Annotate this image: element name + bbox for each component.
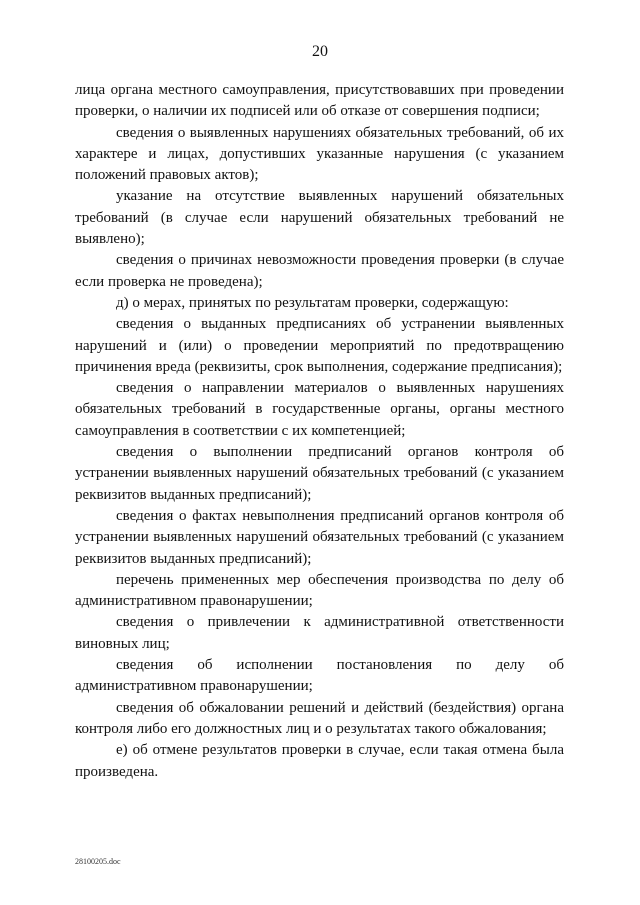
paragraph-7: сведения о направлении материалов о выявленных нарушениях обязательных требований в государственные органы, органы местного самоуправления в соответствии с их компетенцией; (75, 380, 564, 439)
paragraph-5: д) о мерах, принятых по результатам проверки, содержащую: (116, 294, 509, 311)
paragraph-3: указание на отсутствие выявленных нарушений обязательных требований (в случае если нарушений обязательных требований не выявлено); (75, 188, 564, 248)
document-body (75, 80, 564, 783)
paragraph-9: сведения о фактах невыполнения предписаний органов контроля об устранении выявленных нарушений обязательных требований (с указанием реквизитов выданных предписаний); (75, 507, 564, 567)
paragraph-6: сведения о выданных предписаниях об устранении выявленных нарушений и (или) о проведении мероприятий по предотвращению причинения вреда (реквизиты, срок выполнения, содержание предписания); (75, 316, 564, 375)
paragraph-8: сведения о выполнении предписаний органов контроля об устранении выявленных нарушений обязательных требований (с указанием реквизитов выданных предписаний); (75, 444, 564, 503)
paragraph-2: сведения о выявленных нарушениях обязательных требований, об их характере и лицах, допустивших указанные нарушения (с указанием положений правовых актов); (75, 124, 564, 184)
paragraph-12: сведения об исполнении постановления по делу об административном правонарушении; (75, 657, 564, 695)
paragraph-11: сведения о привлечении к административной ответственности виновных лиц; (75, 614, 564, 652)
page-number: 20 (312, 43, 328, 60)
footer-filename: 28100205.doc (75, 857, 121, 866)
paragraph-4: сведения о причинах невозможности проведения проверки (в случае если проверка не проведена); (75, 252, 564, 290)
paragraph-13: сведения об обжаловании решений и действий (бездействия) органа контроля либо его должностных лиц и о результатах такого обжалования; (75, 699, 564, 737)
paragraph-1: лица органа местного самоуправления, присутствовавших при проведении проверки, о наличии их подписей или об отказе от совершения подписи; (75, 82, 564, 120)
paragraph-14: е) об отмене результатов проверки в случае, если такая отмена была произведена. (75, 742, 564, 780)
paragraph-10: перечень примененных мер обеспечения производства по делу об административном правонарушении; (75, 571, 564, 610)
